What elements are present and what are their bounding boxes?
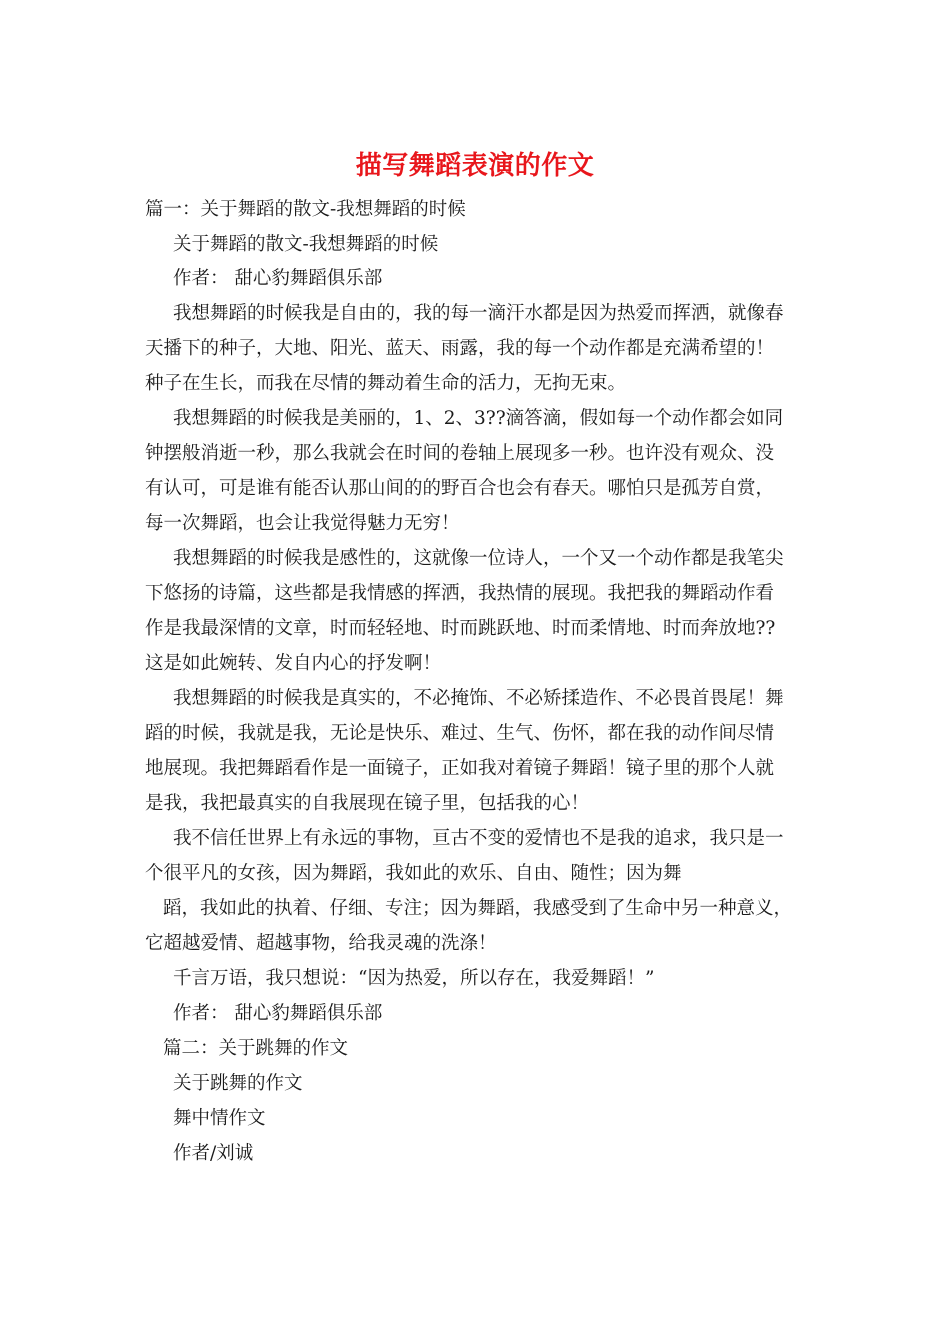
paragraph-line: 我想舞蹈的时候我是美丽的，1、2、3??滴答滴，假如每一个动作都会如同: [173, 408, 784, 429]
section-heading-2: 篇二：关于跳舞的作文: [163, 1038, 349, 1059]
paragraph-line: 它超越爱情、超越事物，给我灵魂的洗涤！: [145, 933, 497, 954]
paragraph-line: 作是我最深情的文章，时而轻轻地、时而跳跃地、时而柔情地、时而奔放地??: [145, 618, 776, 639]
paragraph-line: 千言万语，我只想说：“因为热爱，所以存在，我爱舞蹈！”: [173, 968, 655, 989]
article-subtitle: 舞中情作文: [173, 1108, 266, 1129]
paragraph-line: 地展现。我把舞蹈看作是一面镜子，正如我对着镜子舞蹈！镜子里的那个人就: [145, 758, 775, 779]
paragraph-line: 天播下的种子，大地、阳光、蓝天、雨露，我的每一个动作都是充满希望的！: [145, 338, 775, 359]
paragraph-line: 个很平凡的女孩，因为舞蹈，我如此的欢乐、自由、随性；因为舞: [145, 863, 682, 884]
paragraph-line: 种子在生长，而我在尽情的舞动着生命的活力，无拘无束。: [145, 373, 627, 394]
paragraph-line: 有认可，可是谁有能否认那山间的的野百合也会有春天。哪怕只是孤芳自赏，: [145, 478, 775, 499]
paragraph-line: 我想舞蹈的时候我是真实的，不必掩饰、不必矫揉造作、不必畏首畏尾！舞: [173, 688, 784, 709]
paragraph-line: 我想舞蹈的时候我是自由的，我的每一滴汗水都是因为热爱而挥洒，就像春: [173, 303, 784, 324]
paragraph-line: 我不信任世界上有永远的事物，亘古不变的爱情也不是我的追求，我只是一: [173, 828, 784, 849]
paragraph-line: 钟摆般消逝一秒，那么我就会在时间的卷轴上展现多一秒。也许没有观众、没: [145, 443, 775, 464]
article-title: 关于舞蹈的散文-我想舞蹈的时候: [173, 234, 439, 255]
paragraph-line: 我想舞蹈的时候我是感性的，这就像一位诗人，一个又一个动作都是我笔尖: [173, 548, 784, 569]
author-line: 作者： 甜心豹舞蹈俱乐部: [173, 1003, 383, 1024]
document-title: 描写舞蹈表演的作文: [355, 151, 595, 181]
paragraph-line: 蹈的时候，我就是我，无论是快乐、难过、生气、伤怀，都在我的动作间尽情: [145, 723, 775, 744]
paragraph-line: 每一次舞蹈，也会让我觉得魅力无穷！: [145, 513, 460, 534]
paragraph-line: 下悠扬的诗篇，这些都是我情感的挥洒，我热情的展现。我把我的舞蹈动作看: [145, 583, 775, 604]
section-heading-1: 篇一：关于舞蹈的散文-我想舞蹈的时候: [145, 199, 466, 220]
author-line: 作者/刘诚: [173, 1143, 254, 1164]
article-title: 关于跳舞的作文: [173, 1073, 303, 1094]
author-line: 作者： 甜心豹舞蹈俱乐部: [173, 268, 383, 289]
paragraph-line: 是我，我把最真实的自我展现在镜子里，包括我的心！: [145, 793, 590, 814]
paragraph-line: 蹈，我如此的执着、仔细、专注；因为舞蹈，我感受到了生命中另一种意义，: [163, 898, 793, 919]
paragraph-line: 这是如此婉转、发自内心的抒发啊！: [145, 653, 442, 674]
